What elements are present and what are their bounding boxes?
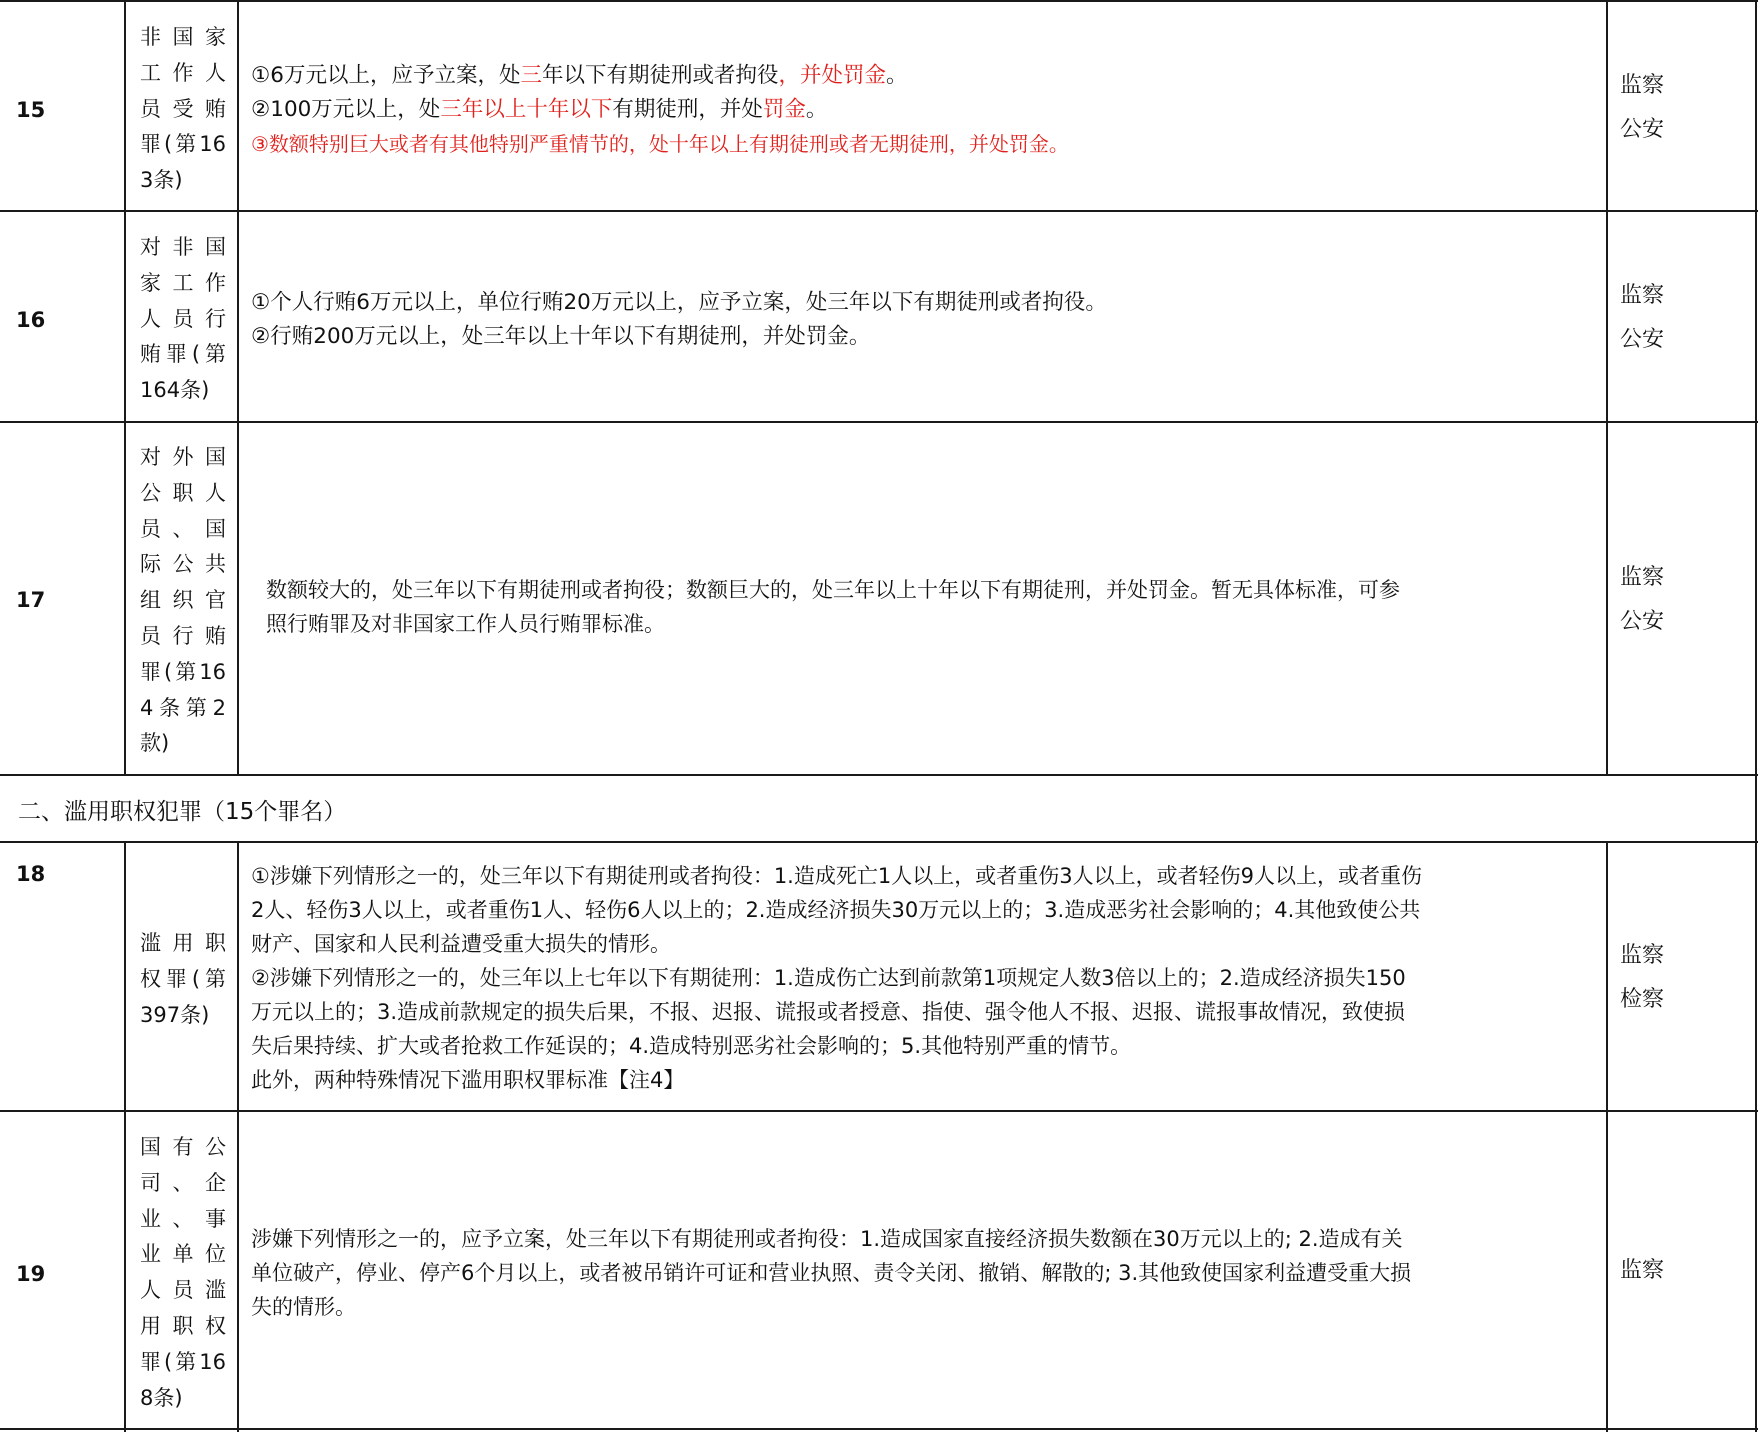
penalty-content [266, 573, 1596, 641]
crime-name-line: 人员滥 [140, 1278, 226, 1303]
penalty-line: ①个人行贿6万元以上，单位行贿20万元以上，应予立案，处三年以下有期徒刑或者拘役。 [251, 290, 1107, 315]
penalty-line: ①涉嫌下列情形之一的，处三年以下有期徒刑或者拘役：1.造成死亡1人以上，或者重伤3人以上，或者轻伤9人以上，或者重伤 [251, 864, 1422, 888]
penalty-highlight: 三 [520, 63, 542, 88]
crime-name-line: 非国家 [140, 25, 226, 49]
penalty-text: 。 [886, 63, 908, 88]
column-divider [124, 842, 126, 1432]
penalty-content [251, 59, 1596, 161]
department [1620, 1249, 1664, 1293]
column-divider [1755, 0, 1757, 1432]
crime-name-line: 公职人 [140, 480, 226, 505]
department [1620, 64, 1664, 152]
penalty-line: 涉嫌下列情形之一的，应予立案，处三年以下有期徒刑或者拘役：1.造成国家直接经济损失数额在30万元以上的; 2.造成有关 [251, 1227, 1403, 1251]
penalty-text: ②100万元以上，处 [251, 97, 441, 122]
row-divider [0, 210, 1758, 212]
crime-name-line: 组织官 [140, 588, 226, 613]
crime-name-line: 罪(第16 [140, 1349, 226, 1374]
row-divider [0, 421, 1758, 423]
crime-name-line: 滥用职 [140, 931, 226, 955]
penalty-text: 年以下有期徒刑或者拘役 [541, 63, 779, 88]
penalty-text: 有期徒刑，并处 [612, 97, 763, 122]
row-number: 16 [16, 308, 46, 332]
penalty-line: 数额较大的，处三年以下有期徒刑或者拘役；数额巨大的，处三年以上十年以下有期徒刑，并处罚金。暂无具体标准，可参 [266, 578, 1400, 602]
penalty-content [251, 1222, 1596, 1324]
crime-name [140, 440, 226, 762]
column-divider [237, 0, 239, 775]
column-divider [237, 842, 239, 1432]
penalty-line: ②涉嫌下列情形之一的，处三年以上七年以下有期徒刑：1.造成伤亡达到前款第1项规定人数3倍以上的；2.造成经济损失150 [251, 966, 1406, 990]
department [1620, 556, 1664, 644]
department-name: 监察 [1620, 73, 1665, 98]
crime-name-line: 权罪(第 [140, 966, 226, 991]
crime-name-line: 款) [140, 731, 170, 756]
department-name: 检察 [1620, 987, 1665, 1012]
penalty-line: 2人、轻伤3人以上，或者重伤1人、轻伤6人以上的；2.造成经济损失30万元以上的；3.造成恶劣社会影响的；4.其他致使公共 [251, 898, 1421, 922]
row-divider [0, 841, 1758, 843]
crime-name-line: 业、事 [140, 1206, 226, 1231]
department-name: 公安 [1620, 609, 1665, 634]
crime-name-line: 397条) [140, 1002, 210, 1027]
crime-name [140, 20, 226, 199]
crime-name-line: 工作人 [140, 60, 226, 85]
crime-name-line: 人员行 [140, 306, 226, 331]
row-divider [0, 1428, 1758, 1430]
crime-name-line: 对非国 [140, 235, 226, 259]
penalty-line: ③数额特别巨大或者有其他特别严重情节的，处十年以上有期徒刑或者无期徒刑，并处罚金。 [251, 132, 1069, 156]
row-divider [0, 1110, 1758, 1112]
crime-name [140, 926, 226, 1033]
penalty-highlight: 罚金 [762, 97, 806, 122]
crime-name-line: 员行贿 [140, 623, 226, 648]
penalty-line: 照行贿罪及对非国家工作人员行贿罪标准。 [266, 612, 665, 636]
row-number: 17 [16, 588, 46, 612]
row-divider [0, 0, 1758, 2]
penalty-highlight: ，并处罚金 [778, 63, 887, 88]
penalty-line: ②行贿200万元以上，处三年以上十年以下有期徒刑，并处罚金。 [251, 324, 871, 349]
crime-name-line: 罪(第16 [140, 132, 226, 157]
row-number: 18 [16, 862, 46, 886]
department-name: 公安 [1620, 327, 1665, 352]
row-number: 19 [16, 1262, 46, 1286]
crime-name-line: 3条) [140, 168, 183, 193]
penalty-highlight: 三年以上十年以下 [440, 97, 613, 122]
department-name: 公安 [1620, 117, 1665, 142]
row-number: 15 [16, 98, 46, 122]
crime-name-line: 际公共 [140, 552, 226, 577]
penalty-content [251, 859, 1596, 1097]
section-title: 二、滥用职权犯罪（15个罪名） [18, 799, 347, 825]
crime-name-line: 业单位 [140, 1242, 226, 1267]
penalty-line [251, 93, 1596, 127]
crime-name-line: 8条) [140, 1385, 183, 1410]
penalty-line: 单位破产，停业、停产6个月以上，或者被吊销许可证和营业执照、责令关闭、撤销、解散的; 3.其他致使国家利益遭受重大损 [251, 1261, 1412, 1285]
department [1620, 934, 1664, 1022]
crime-name-line: 家工作 [140, 270, 226, 295]
penalty-line: 万元以上的；3.造成前款规定的损失后果，不报、迟报、谎报或者授意、指使、强令他人不报、迟报、谎报事故情况，致使损 [251, 1000, 1406, 1024]
penalty-line: 此外，两种特殊情况下滥用职权罪标准【注4】 [251, 1068, 685, 1092]
penalty-line: 失的情形。 [251, 1295, 356, 1319]
crime-name-line: 用职权 [140, 1313, 226, 1338]
crime-name-line: 员、国 [140, 516, 226, 541]
penalty-line [251, 59, 1596, 93]
crime-name [140, 1130, 226, 1416]
crime-name-line: 对外国 [140, 445, 226, 469]
column-divider [1606, 842, 1608, 1432]
crime-name-line: 员受贿 [140, 96, 226, 121]
row-divider [0, 774, 1758, 776]
penalty-line: 财产、国家和人民利益遭受重大损失的情形。 [251, 932, 671, 956]
column-divider [124, 0, 126, 775]
penalty-content [251, 286, 1596, 354]
department-name: 监察 [1620, 283, 1665, 308]
penalty-text: 。 [805, 97, 828, 122]
column-divider [1606, 0, 1608, 775]
crime-name-line: 司、企 [140, 1170, 226, 1195]
penalty-line: 失后果持续、扩大或者抢救工作延误的；4.造成特别恶劣社会影响的；5.其他特别严重的情节。 [251, 1034, 1132, 1058]
department [1620, 274, 1664, 362]
crime-name-line: 4条第2 [140, 695, 226, 720]
crime-name-line: 164条) [140, 378, 210, 403]
crime-name-line: 贿罪(第 [140, 342, 226, 367]
crime-name-line: 国有公 [140, 1135, 226, 1159]
crime-name [140, 230, 226, 409]
penalty-text: ①6万元以上，应予立案，处 [251, 63, 521, 88]
crime-name-line: 罪(第16 [140, 659, 226, 684]
department-name: 监察 [1620, 943, 1665, 968]
department-name: 监察 [1620, 565, 1665, 590]
department-name: 监察 [1620, 1258, 1665, 1283]
